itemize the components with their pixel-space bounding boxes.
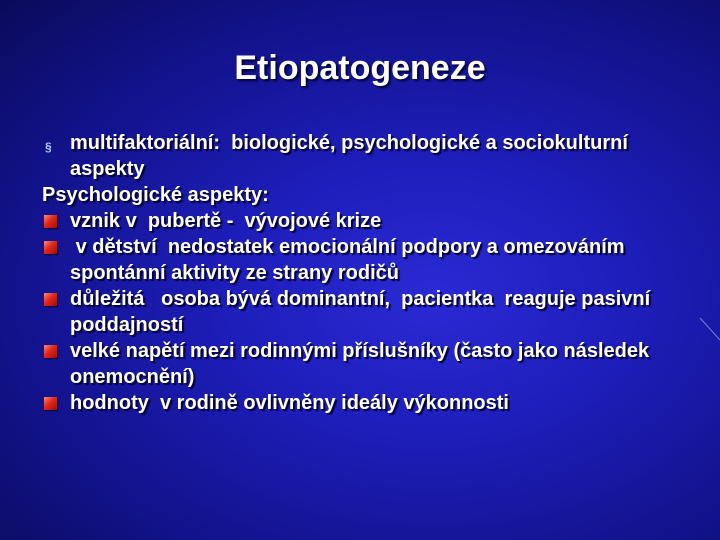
bullet-item — [42, 234, 692, 286]
slide-title: Etiopatogeneze — [234, 49, 486, 87]
red-square-bullet-icon — [44, 397, 57, 410]
bullet-text: vznik v pubertě - vývojové krize — [70, 210, 382, 232]
slide-content — [42, 130, 692, 416]
bullet-text: velké napětí mezi rodinnými příslušníky (často jako následek onemocnění) — [70, 340, 655, 388]
bullet-item — [42, 286, 692, 338]
section-heading-text: Psychologické aspekty: — [42, 184, 269, 206]
red-square-bullet-icon — [44, 345, 57, 358]
red-square-bullet-icon — [44, 241, 57, 254]
bullet-text: hodnoty v rodině ovlivněny ideály výkonnosti — [70, 392, 509, 414]
bullet-item — [42, 390, 692, 416]
bullet-item — [42, 208, 692, 234]
bullet-item — [42, 338, 692, 390]
bullet-text: důležitá osoba bývá dominantní, pacientka reaguje pasivní poddajností — [70, 288, 656, 336]
red-square-bullet-icon — [44, 215, 57, 228]
red-square-bullet-icon — [44, 293, 57, 306]
intro-text: multifaktoriální: biologické, psychologické a sociokulturní aspekty — [70, 132, 634, 180]
section-marker-icon: § — [45, 140, 52, 154]
section-heading — [42, 182, 692, 208]
intro-item — [42, 130, 692, 182]
bullet-text: v dětství nedostatek emocionální podpory a omezováním spontánní aktivity ze strany rodičů — [70, 236, 631, 284]
